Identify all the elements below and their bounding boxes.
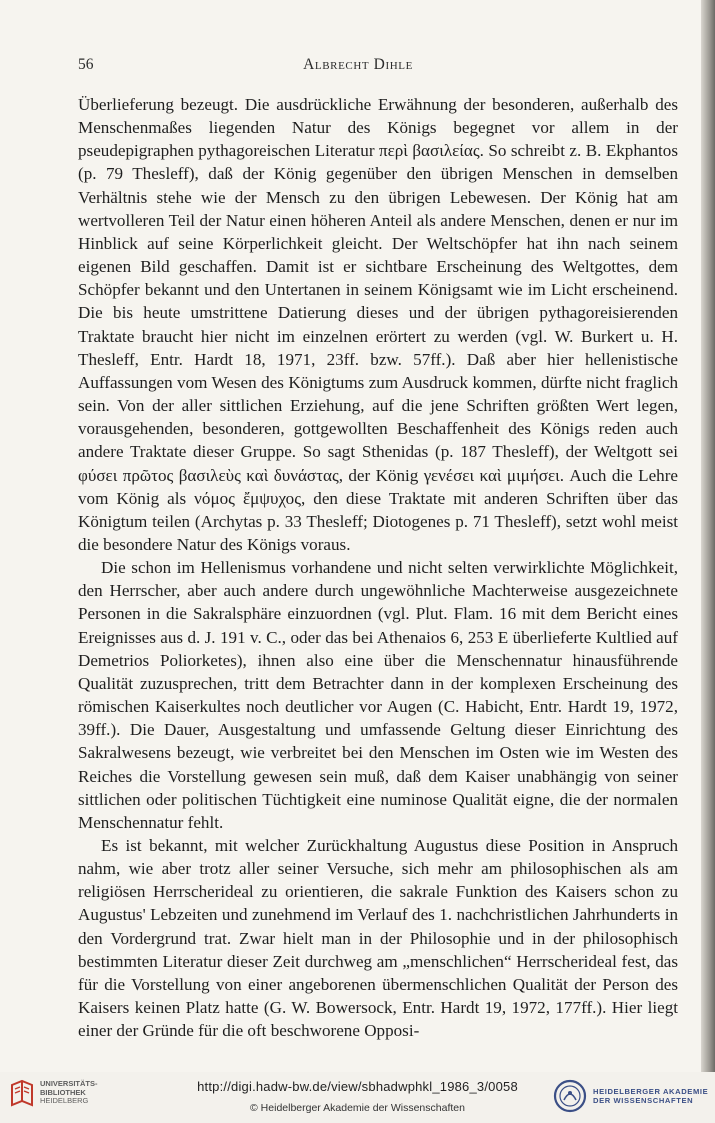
page-edge-shadow: [701, 0, 715, 1072]
library-name: UNIVERSITÄTS- BIBLIOTHEK HEIDELBERG: [40, 1079, 98, 1106]
page-header: [78, 56, 638, 78]
academy-seal-icon: [553, 1078, 587, 1114]
academy-name: HEIDELBERGER AKADEMIE DER WISSENSCHAFTEN: [593, 1087, 709, 1105]
permalink-url[interactable]: http://digi.hadw-bw.de/view/sbhadwphkl_1986_3/0058: [197, 1079, 518, 1094]
paragraph-3: Es ist bekannt, mit welcher Zurückhaltung Augustus diese Position in Anspruch nahm, wie aber trotz aller seiner Versuche, sich mehr am philosophischen als am religiösen Herrscherideal zu orientieren, die sakrale Funktion des Kaisers schon zu Augustus' Lebzeiten und zunehmend im Verlauf des 1. nachchristlichen Jahrhunderts in den Vordergrund trat. Zwar hielt man in der Philosophie und in der philosophisch bestimmten Literatur dieser Zeit durchweg am „menschlichen“ Herrscherideal fest, das für die Vorstellung von einer angeborenen übermenschlichen Qualität der Person des Kaisers keinen Platz hatte (G. W. Bowersock, Entr. Hardt 19, 1972, 177ff.). Hier liegt einer der Gründe für die oft beschworene Opposi-: [78, 836, 678, 1041]
viewer-footer: [0, 1072, 715, 1123]
body-text: [78, 93, 678, 1042]
paragraph-2: Die schon im Hellenismus vorhandene und nicht selten verwirklichte Möglichkeit, den Herrscher, aber auch andere durch ungewöhnliche Machterweise ausgezeichnete Personen in die Sakralsphäre einzuordnen (vgl. Plut. Flam. 16 mit dem Bericht eines Ereignisses aus d. J. 191 v. C., oder das bei Athenaios 6, 253 E überlieferte Kultlied auf Demetrios Poliorketes), ihnen also eine über die Menschennatur hinausführende Qualität zuzusprechen, tritt dem Betrachter dann in der komplexen Erscheinung des römischen Kaiserkultes noch deutlicher vor Augen (C. Habicht, Entr. Hardt 19, 1972, 39ff.). Die Dauer, Ausgestaltung und umfassende Geltung dieser Einrichtung des Sakralwesens bezeugt, wie verbreitet bei den Menschen im Osten wie im Westen des Reiches die Vorstellung gewesen sein muß, daß dem Kaiser unabhängig von seiner sittlichen oder politischen Tüchtigkeit eine numinose Qualität eigne, die der normalen Menschennatur fehlt.: [78, 558, 678, 832]
page-number: 56: [78, 56, 94, 73]
copyright-notice: © Heidelberger Akademie der Wissenschaften: [250, 1102, 465, 1114]
running-title: Albrecht Dihle: [303, 56, 413, 73]
paragraph-1: Überlieferung bezeugt. Die ausdrückliche Erwähnung der besonderen, außerhalb des Menschenmaßes liegenden Natur des Königs begegnet vor allem in der pseudepigraphen pythagoreischen Literatur περὶ βασιλείας. So schreibt z. B. Ekphantos (p. 79 Thesleff), daß der König gegenüber den übrigen Menschen in demselben Verhältnis stehe wie der Mensch zu den übrigen Lebewesen. Der König hat am wertvolleren Teil der Natur einen höheren Anteil als andere Menschen, denen er nur im Hinblick auf seine Körperlichkeit gleicht. Der Weltschöpfer hat ihn nach seinem eigenen Bild geschaffen. Damit ist er sichtbare Erscheinung des Weltgottes, dem Schöpfer bekannt und den Untertanen in seinem Königsamt wie im Licht erscheinend. Die bis heute umstrittene Datierung dieses und der übrigen pythagoreisierenden Traktate braucht hier nicht im einzelnen erörtert zu werden (vgl. W. Burkert u. H. Thesleff, Entr. Hardt 18, 1971, 23ff. bzw. 57ff.). Daß aber hier hellenistische Auffassungen vom Wesen des Königtums zum Ausdruck kommen, dürfte nicht fraglich sein. Von der aller sittlichen Erziehung, auf die jene Schriften größten Wert legen, vorausgehenden, besonderen, gottgewollten Beschaffenheit des Königs reden auch andere Traktate dieser Gruppe. So sagt Sthenidas (p. 187 Thesleff), der Weltgott sei φύσει πρῶτος βασιλεὺς καὶ δυνάστας, der König γενέσει καὶ μιμήσει. Auch die Lehre vom König als νόμος ἔμψυχος, den diese Traktate mit anderen Schriften über das Königtum teilen (Archytas p. 33 Thesleff; Diotogenes p. 71 Thesleff), setzt wohl meist die besondere Natur des Königs voraus.: [78, 95, 678, 554]
